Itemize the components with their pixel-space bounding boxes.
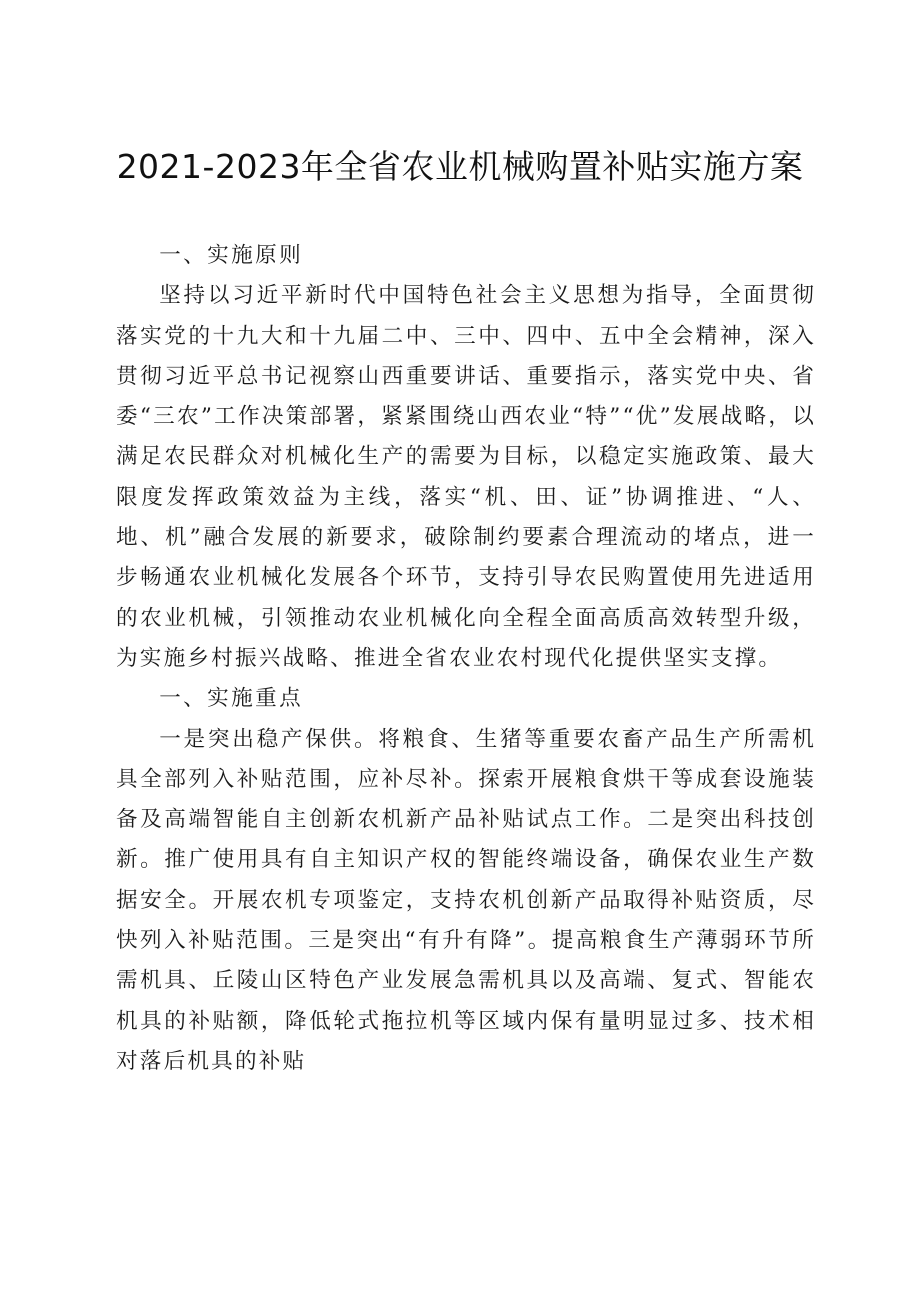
section-heading-key-points: 一、实施重点	[159, 686, 304, 712]
section-heading-principles: 一、实施原则	[159, 243, 304, 268]
document-title: 2021-2023年全省农业机械购置补贴实施方案	[116, 147, 804, 186]
paragraph-key-points: 一是突出稳产保供。将粮食、生猪等重要农畜产品生产所需机具全部列入补贴范围，应补尽补。探索开展粮食烘干等成套设施装备及高端智能自主创新农机新产品补贴试点工作。二是突出科技创新。推广使用具有自主知识产权的智能终端设备，确保农业生产数据安全。开展农机专项鉴定，支持农机创新产品取得补贴资质，尽快列入补贴范围。三是突出“有升有降”。提高粮食生产薄弱环节所需机具、丘陵山区特色产业发展急需机具以及高端、复式、智能农机具的补贴额，降低轮式拖拉机等区域内保有量明显过多、技术相对落后机具的补贴	[116, 726, 816, 1074]
paragraph-principles: 坚持以习近平新时代中国特色社会主义思想为指导，全面贯彻落实党的十九大和十九届二中、三中、四中、五中全会精神，深入贯彻习近平总书记视察山西重要讲话、重要指示，落实党中央、省委“三农”工作决策部署，紧紧围绕山西农业“特”“优”发展战略，以满足农民群众对机械化生产的需要为目标，以稳定实施政策、最大限度发挥政策效益为主线，落实“机、田、证”协调推进、“人、地、机”融合发展的新要求，破除制约要素合理流动的堵点，进一步畅通农业机械化发展各个环节，支持引导农民购置使用先进适用的农业机械，引领推动农业机械化向全程全面高质高效转型升级，为实施乡村振兴战略、推进全省农业农村现代化提供坚实支撑。	[116, 283, 816, 671]
document-body	[116, 236, 816, 1082]
